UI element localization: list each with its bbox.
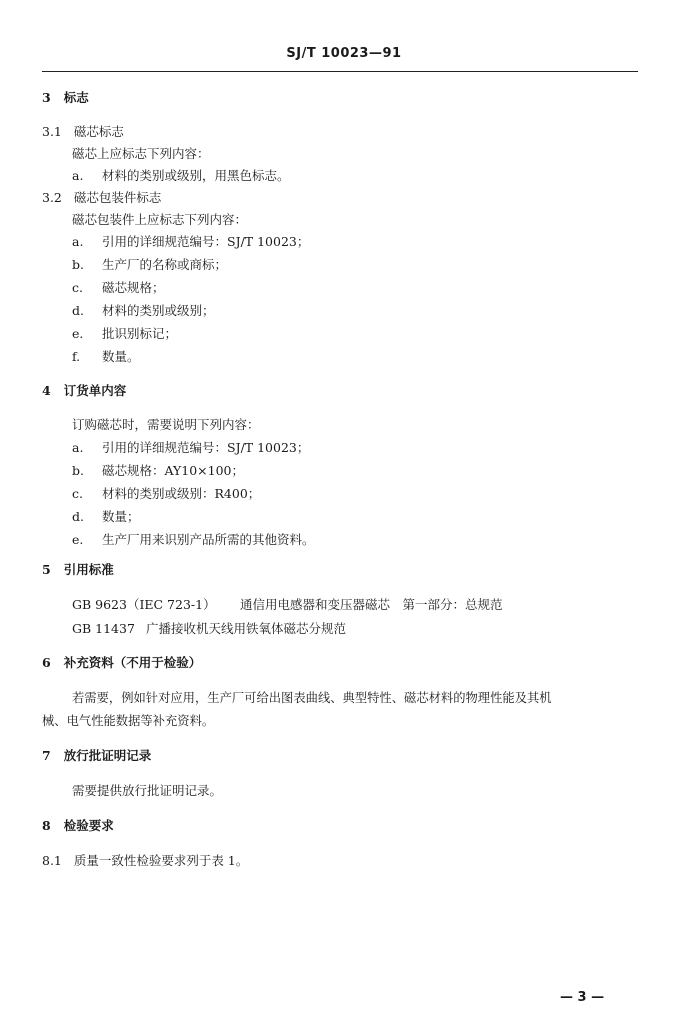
section-number: 3.1 xyxy=(42,124,62,139)
reference-item xyxy=(72,621,346,637)
reference-title: 通信用电感器和变压器磁芯 第一部分：总规范 xyxy=(240,597,503,612)
section-7-heading xyxy=(42,748,151,764)
section-8-1-line xyxy=(42,853,248,869)
section-7-paragraph: 需要提供放行批证明记录。 xyxy=(72,783,223,798)
section-number: 8.1 xyxy=(42,853,62,868)
section-5-heading xyxy=(42,562,114,578)
section-6-paragraph-line-2: 械、电气性能数据等补充资料。 xyxy=(42,714,215,728)
list-item: c. 材料的类别或级别：R400； xyxy=(72,486,261,501)
reference-title: 广播接收机天线用铁氧体磁芯分规范 xyxy=(146,621,347,636)
section-title: 标志 xyxy=(63,90,89,105)
reference-code: GB 11437 xyxy=(72,621,135,636)
section-number: 6 xyxy=(42,655,51,670)
section-4-intro: 订购磁芯时，需要说明下列内容： xyxy=(72,417,260,432)
section-title: 磁芯标志 xyxy=(73,124,124,139)
section-number: 3.2 xyxy=(42,190,62,205)
list-item: a. 引用的详细规范编号：SJ/T 10023； xyxy=(72,440,310,455)
list-item: e. 生产厂用来识别产品所需的其他资料。 xyxy=(72,532,315,547)
list-item: a. 引用的详细规范编号：SJ/T 10023； xyxy=(72,234,310,249)
list-item: b. 生产厂的名称或商标； xyxy=(72,257,228,272)
page-number: — 3 — xyxy=(560,990,605,1005)
reference-code: GB 9623（IEC 723-1） xyxy=(72,597,216,612)
list-item: d. 数量； xyxy=(72,509,140,524)
section-title: 引用标准 xyxy=(63,562,114,577)
reference-item xyxy=(72,597,503,613)
list-item: d. 材料的类别或级别； xyxy=(72,303,215,318)
list-item: f. 数量。 xyxy=(72,349,140,364)
section-3-heading xyxy=(42,90,89,106)
section-number: 7 xyxy=(42,748,51,763)
list-item: a. 材料的类别或级别，用黑色标志。 xyxy=(72,168,290,183)
section-6-heading xyxy=(42,655,201,671)
list-item: b. 磁芯规格：AY10×100； xyxy=(72,463,245,478)
section-3-1-intro: 磁芯上应标志下列内容： xyxy=(72,146,210,161)
section-title: 订货单内容 xyxy=(63,383,127,398)
section-title: 磁芯包装件标志 xyxy=(73,190,162,205)
section-title: 检验要求 xyxy=(63,818,114,833)
section-title: 放行批证明记录 xyxy=(63,748,152,763)
section-number: 5 xyxy=(42,562,51,577)
section-3-2-intro: 磁芯包装件上应标志下列内容： xyxy=(72,212,248,227)
section-3-2-heading xyxy=(42,190,161,206)
section-8-heading xyxy=(42,818,114,834)
section-3-1-heading xyxy=(42,124,124,140)
section-text: 质量一致性检验要求列于表 1。 xyxy=(73,853,249,868)
section-number: 3 xyxy=(42,90,51,105)
section-title: 补充资料（不用于检验） xyxy=(63,655,202,670)
list-item: c. 磁芯规格； xyxy=(72,280,165,295)
section-number: 4 xyxy=(42,383,51,398)
list-item: e. 批识别标记； xyxy=(72,326,178,341)
page-header-doc-code: SJ/T 10023—91 xyxy=(286,46,402,61)
section-4-heading xyxy=(42,383,126,399)
header-rule xyxy=(42,71,638,72)
section-6-paragraph-line-1: 若需要，例如针对应用，生产厂可给出图表曲线、典型特性、磁芯材料的物理性能及其机 xyxy=(72,691,552,705)
section-number: 8 xyxy=(42,818,51,833)
